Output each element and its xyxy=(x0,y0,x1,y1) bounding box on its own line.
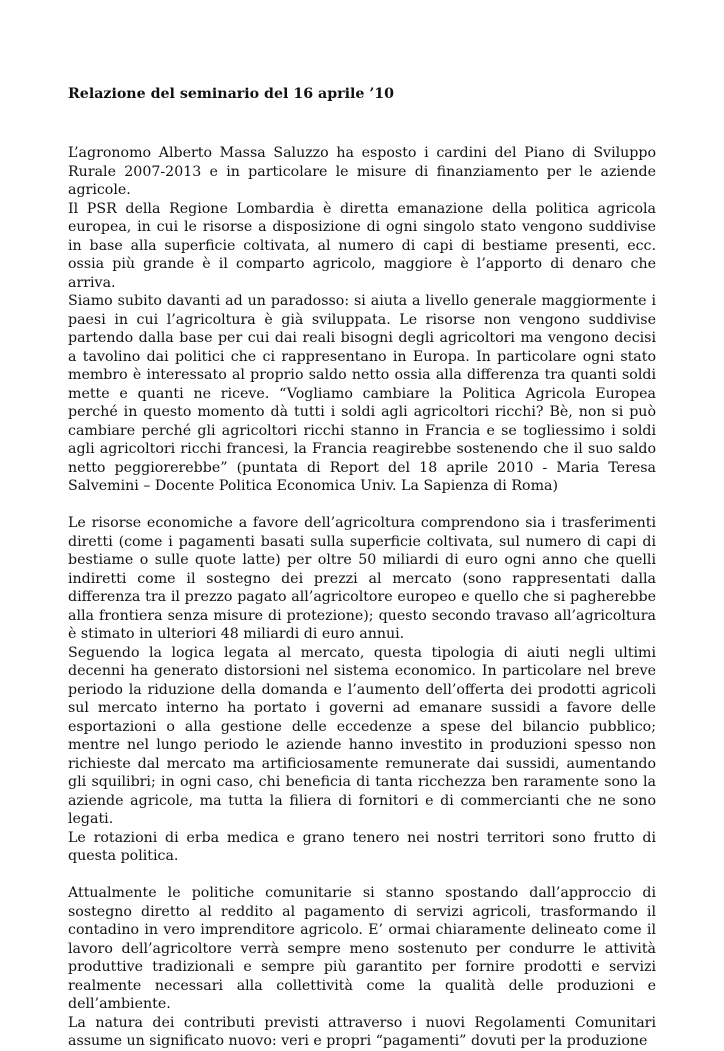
paragraph-current-policies: Attualmente le politiche comunitarie si stanno spostando dall’approccio di sostegno diretto al reddito al pagamento di servizi agricoli, trasformando il contadino in vero imprenditore agricolo. E’ ormai chiaramente delineato come il lavoro dell’agricoltore verrà sempre meno sostenuto per condurre le attività produttive tradizionali e sempre più garantito per fornire prodotti e servizi realmente necessari alla collettività come la qualità delle produzioni e dell’ambiente. xyxy=(68,885,656,1012)
paragraph-market-logic: Seguendo la logica legata al mercato, questa tipologia di aiuti negli ultimi decenni ha generato distorsioni nel sistema economico. In particolare nel breve periodo la riduzione della domanda e l’aumento dell’offerta dei prodotti agricoli sul mercato interno ha portato i governi ad emanare sussidi a favore delle esportazioni o alla gestione delle eccedenze a spese del bilancio pubblico; mentre nel lungo periodo le aziende hanno investito in produzioni spesso non richieste dal mercato ma artificiosamente remunerate dai sussidi, aumentando gli squilibri; in ogni caso, chi beneficia di tanta ricchezza ben raramente sono la aziende agricole, ma tutta la filiera di fornitori e di commercianti che ne sono legati. xyxy=(68,644,656,827)
paragraph-gap xyxy=(68,496,656,515)
paragraph-resources: Le risorse economiche a favore dell’agricoltura comprendono sia i trasferimenti diretti (come i pagamenti basati sulla superficie coltivata, sul numero di capi di bestiame o sulle quote latte) per oltre 50 miliardi di euro ogni anno che quelli indiretti come il sostegno dei prezzi al mercato (sono rappresentati dalla differenza tra il prezzo pagato all’agricoltore europeo e quello che si pagherebbe alla frontiera senza misure di protezione); questo secondo travaso all’agricoltura è stimato in ulteriori 48 miliardi di euro annui. xyxy=(68,515,656,642)
paragraph-psr: Il PSR della Regione Lombardia è diretta emanazione della politica agricola europea, in cui le risorse a disposizione di ogni singolo stato vengono suddivise in base alla superficie coltivata, al numero di capi di bestiame presenti, ecc. ossia più grande è il comparto agricolo, maggiore è l’apporto di denaro che arriva. xyxy=(68,200,656,291)
paragraph-intro: L’agronomo Alberto Massa Saluzzo ha esposto i cardini del Piano di Sviluppo Rurale 2007-2013 e in particolare le misure di finanziamento per le aziende agricole. xyxy=(68,145,656,198)
paragraph-gap xyxy=(68,866,656,885)
document-title: Relazione del seminario del 16 aprile ’10 xyxy=(68,86,395,102)
paragraph-paradox: Siamo subito davanti ad un paradosso: si aiuta a livello generale maggiormente i paesi in cui l’agricoltura è già sviluppata. Le risorse non vengono suddivise partendo dalla base per cui dai reali bisogni degli agricoltori ma vengono decisi a tavolino dai politici che ci rappresentano in Europa. In particolare ogni stato membro è interessato al proprio saldo netto ossia alla differenza tra quanti soldi mette e quanti ne riceve. “Vogliamo cambiare la Politica Agricola Europea perché in questo momento dà tutti i soldi agli agricoltori ricchi? Bè, non si può cambiare perché gli agricoltori ricchi stanno in Francia e se togliessimo i soldi agli agricoltori ricchi francesi, la Francia reagirebbe sostenendo che il suo saldo netto peggiorerebbe” (puntata di Report del 18 aprile 2010 - Maria Teresa Salvemini – Docente Politica Economica Univ. La Sapienza di Roma) xyxy=(68,293,656,494)
document-page xyxy=(68,84,656,1051)
paragraph-rotations: Le rotazioni di erba medica e grano tenero nei nostri territori sono frutto di questa politica. xyxy=(68,829,656,864)
paragraph-contributions: La natura dei contributi previsti attraverso i nuovi Regolamenti Comunitari assume un significato nuovo: veri e propri “pagamenti” dovuti per la produzione xyxy=(68,1014,656,1049)
